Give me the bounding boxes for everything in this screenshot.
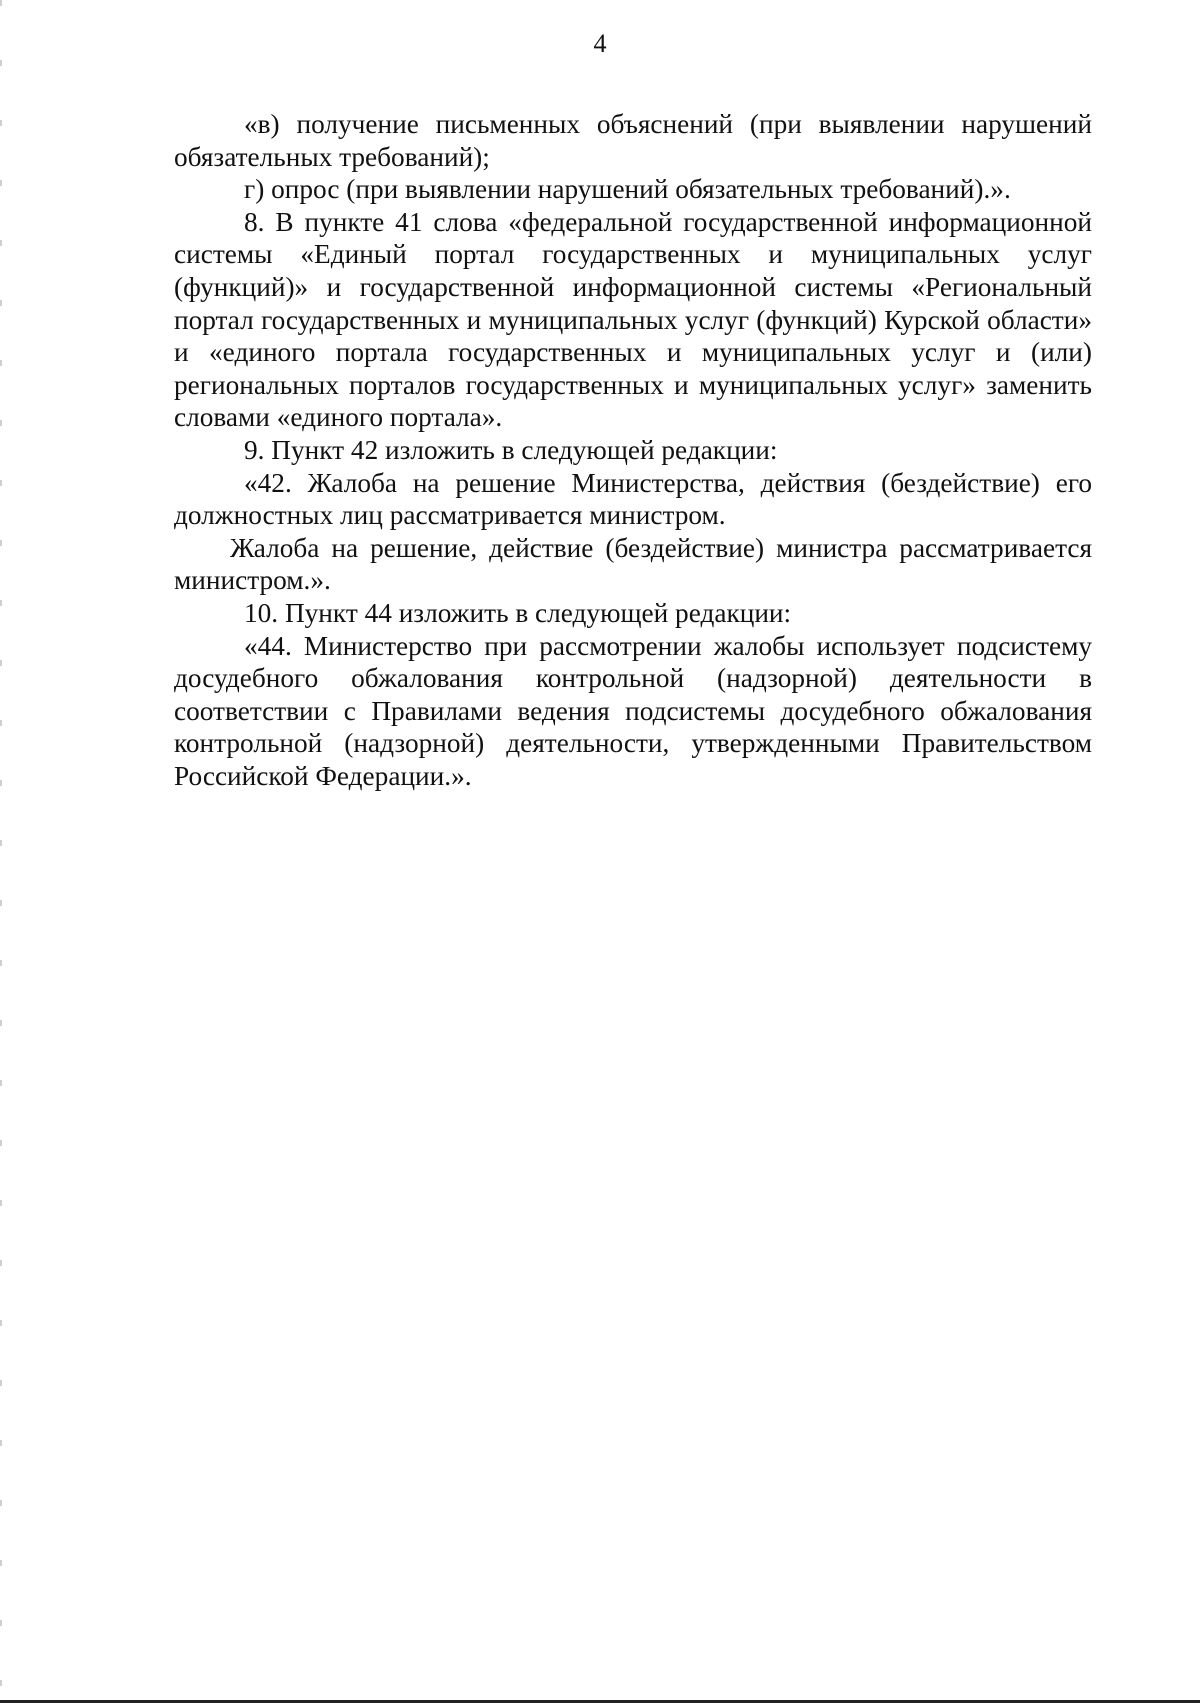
paragraph-point-42-second: Жалоба на решение, действие (бездействие) министра рассматривается министром.». [174, 532, 1092, 596]
paragraph-point-44: «44. Министерство при рассмотрении жалобы использует подсистему досудебного обжалования контрольной (надзорной) деятельности в соответствии с Правилами ведения подсистемы досудебного обжалования контрольной (надзорной) деятельности, утвержденными Правительством Российской Федерации.». [174, 630, 1092, 791]
paragraph-subitem-g: г) опрос (при выявлении нарушений обязательных требований).». [244, 174, 1011, 205]
paragraph-item-8: 8. В пункте 41 слова «федеральной государственной информационной системы «Единый портал государственных и муниципальных услуг (функций)» и государственной информационной системы «Региональный портал государственных и муниципальных услуг (функций) Курской области» и «единого портала государственных и муниципальных услуг и (или) региональных порталов государственных и муниципальных услуг» заменить словами «единого портала». [174, 206, 1092, 433]
paragraph-subitem-v: «в) получение письменных объяснений (при выявлении нарушений обязательных требований); [174, 109, 1092, 172]
paragraph-item-10: 10. Пункт 44 изложить в следующей редакции: [244, 597, 792, 628]
paragraph-item-9: 9. Пункт 42 изложить в следующей редакции: [244, 434, 778, 465]
paragraph-point-42: «42. Жалоба на решение Министерства, действия (бездействие) его должностных лиц рассматривается министром. [174, 467, 1092, 531]
page-number: 4 [593, 29, 607, 58]
scan-edge-left [0, 0, 2, 1703]
document-body [174, 108, 1092, 792]
